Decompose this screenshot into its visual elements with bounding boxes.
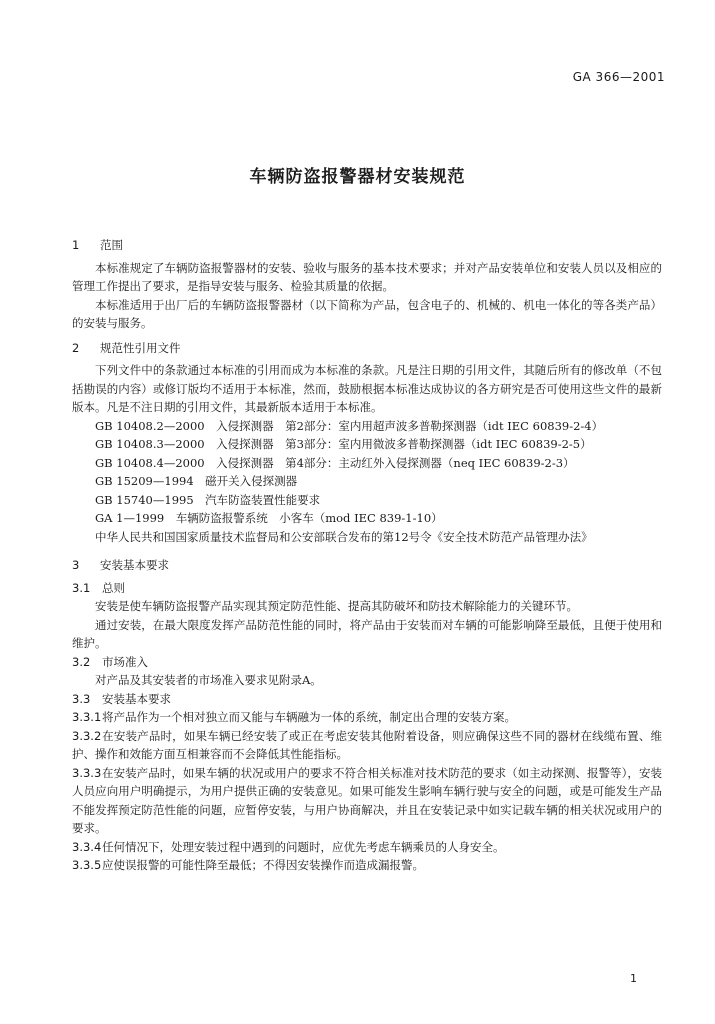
clause-number: 3.3.5 xyxy=(72,858,102,872)
section-number: 1 xyxy=(72,238,80,252)
page-number: 1 xyxy=(630,972,637,985)
reference-item: GB 10408.3—2000 入侵探测器 第3部分：室内用微波多普勒探测器（idt IEC 60839-2-5） xyxy=(95,437,592,451)
reference-item: GB 15209—1994 磁开关入侵探测器 xyxy=(95,474,298,488)
reference-item: GB 10408.2—2000 入侵探测器 第2部分：室内用超声波多普勒探测器（idt IEC 60839-2-4） xyxy=(95,418,604,433)
clause xyxy=(72,838,662,857)
paragraph: 下列文件中的条款通过本标准的引用而成为本标准的条款。凡是注日期的引用文件，其随后所有的修改单（不包括勘误的内容）或修订版均不适用于本标准，然而，鼓励根据本标准达成协议的各方研究是否可使用这些文件的最新版本。凡是不注日期的引用文件，其最新版本适用于本标准。 xyxy=(72,363,662,414)
subsection-number: 3.2 xyxy=(72,654,91,669)
clause xyxy=(72,727,662,764)
paragraph: 通过安装，在最大限度发挥产品防范性能的同时，将产品由于安装而对车辆的可能影响降至最低，且便于使用和维护。 xyxy=(72,617,662,650)
section-2-heading xyxy=(72,339,662,358)
clause-number: 3.3.3 xyxy=(72,765,102,780)
clause-text: 在安装产品时，如果车辆已经安装了或正在考虑安装其他附着设备，则应确保这些不同的器材在线缆布置、维护、操作和效能方面互相兼容而不会降低其性能指标。 xyxy=(72,728,662,761)
clause xyxy=(72,856,662,875)
clause-text: 应使误报警的可能性降至最低；不得因安装操作而造成漏报警。 xyxy=(102,858,424,872)
document-body xyxy=(72,236,662,875)
subsection-3-2-heading xyxy=(72,653,662,672)
section-3-heading xyxy=(72,556,662,575)
clause-text: 将产品作为一个相对独立而又能与车辆融为一体的系统，制定出合理的安装方案。 xyxy=(102,710,516,724)
section-number: 3 xyxy=(72,558,80,572)
section-title: 范围 xyxy=(100,238,123,252)
reference-item: GB 15740—1995 汽车防盗装置性能要求 xyxy=(95,492,321,507)
subsection-title: 总则 xyxy=(102,580,125,595)
clause-number: 3.3.4 xyxy=(72,839,102,854)
clause-text: 在安装产品时，如果车辆的状况或用户的要求不符合相关标准对技术防范的要求（如主动探测、报警等），安装人员应向用户明确提示，为用户提供正确的安装意见。如果可能发生影响车辆行驶与安全的问题，或是可能发生产品不能发挥预定防范性能的问题，应暂停安装，与用户协商解决，并且在安装记录中如实记载车辆的相关状况或用户的要求。 xyxy=(72,765,662,835)
subsection-3-1-heading xyxy=(72,579,662,598)
subsection-number: 3.3 xyxy=(72,691,91,706)
subsection-3-3-heading xyxy=(72,690,662,709)
subsection-number: 3.1 xyxy=(72,580,91,595)
standard-code: GA 366—2001 xyxy=(572,70,665,84)
section-title: 规范性引用文件 xyxy=(100,340,181,355)
reference-item: GA 1—1999 车辆防盗报警系统 小客车（mod IEC 839-1-10） xyxy=(95,511,443,525)
paragraph: 对产品及其安装者的市场准入要求见附录A。 xyxy=(95,673,322,687)
clause xyxy=(72,764,662,838)
section-title: 安装基本要求 xyxy=(100,558,169,572)
paragraph: 本标准适用于出厂后的车辆防盗报警器材（以下简称为产品，包含电子的、机械的、机电一体化的等各类产品）的安装与服务。 xyxy=(72,297,662,330)
clause-text: 任何情况下，处理安装过程中遇到的问题时，应优先考虑车辆乘员的人身安全。 xyxy=(102,839,505,854)
paragraph: 本标准规定了车辆防盗报警器材的安装、验收与服务的基本技术要求；并对产品安装单位和安装人员以及相应的管理工作提出了要求，是指导安装与服务、检验其质量的依据。 xyxy=(72,260,662,293)
subsection-title: 市场准入 xyxy=(102,654,148,669)
section-number: 2 xyxy=(72,340,80,355)
paragraph: 安装是使车辆防盗报警产品实现其预定防范性能、提高其防破坏和防技术解除能力的关键环节。 xyxy=(95,599,578,613)
clause-number: 3.3.2 xyxy=(72,728,102,743)
paragraph: 中华人民共和国国家质量技术监督局和公安部联合发布的第12号令《安全技术防范产品管理办法》 xyxy=(95,529,593,544)
subsection-title: 安装基本要求 xyxy=(102,691,171,706)
reference-item: GB 10408.4—2000 入侵探测器 第4部分：主动红外入侵探测器（neq IEC 60839-2-3） xyxy=(95,455,575,470)
clause-number: 3.3.1 xyxy=(72,710,102,724)
section-1-heading xyxy=(72,236,662,255)
clause xyxy=(72,708,662,727)
document-title: 车辆防盗报警器材安装规范 xyxy=(249,167,466,187)
